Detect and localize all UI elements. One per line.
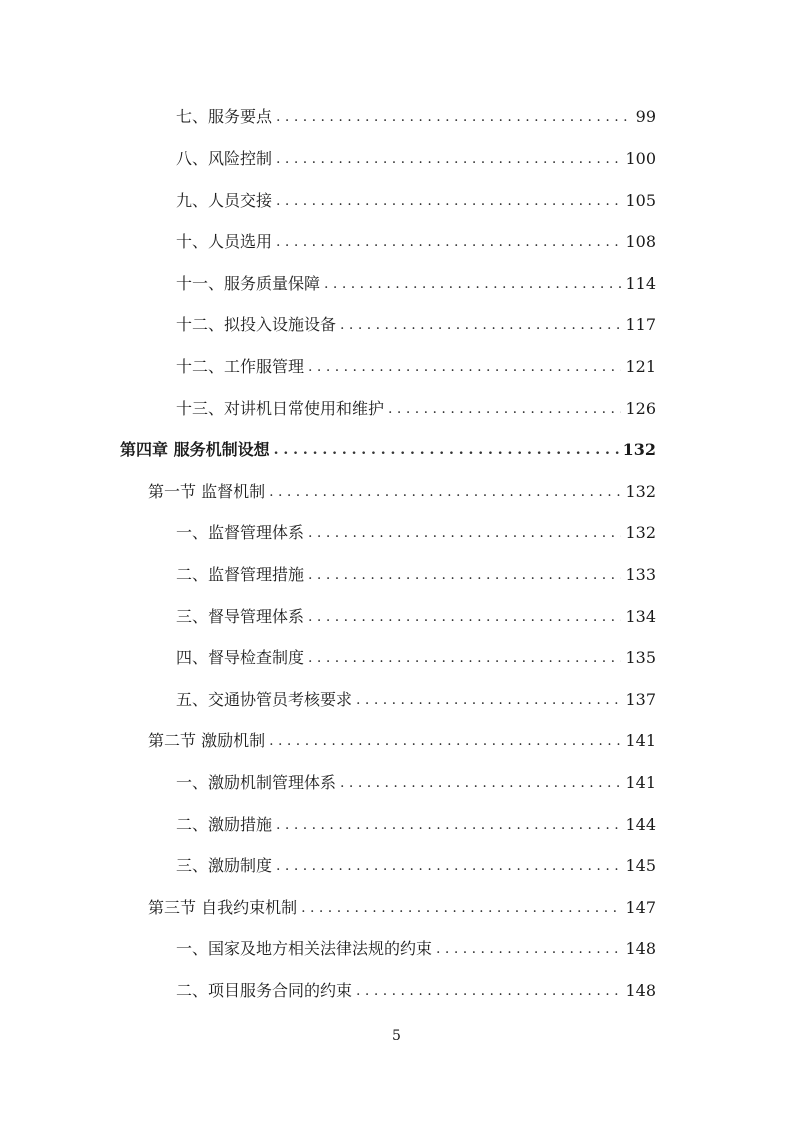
toc-dot-leader (276, 854, 621, 878)
toc-dot-leader (388, 397, 621, 421)
toc-entry[interactable] (176, 189, 656, 213)
toc-entry-title: 八、风险控制 (176, 149, 273, 168)
toc-dot-leader (269, 480, 621, 504)
toc-entry[interactable] (176, 230, 656, 254)
toc-dot-leader (276, 813, 621, 837)
toc-entry[interactable] (176, 272, 656, 296)
toc-entry-title: 一、国家及地方相关法律法规的约束 (176, 939, 433, 958)
toc-entry-title: 四、督导检查制度 (176, 648, 305, 667)
toc-entry-title: 十、人员选用 (176, 232, 273, 251)
toc-entry-title: 十二、工作服管理 (176, 357, 305, 376)
toc-chapter-entry[interactable] (120, 438, 656, 462)
toc-entry[interactable] (176, 813, 656, 837)
toc-dot-leader (324, 272, 621, 296)
toc-entry-page: 132 (625, 523, 656, 542)
toc-entry-page: 108 (625, 232, 656, 251)
toc-entry-title: 十二、拟投入设施设备 (176, 315, 337, 334)
toc-entry[interactable] (176, 147, 656, 171)
toc-entry-title: 十一、服务质量保障 (176, 274, 321, 293)
toc-entry-title: 第二节 激励机制 (148, 731, 266, 750)
toc-entry-title: 二、项目服务合同的约束 (176, 981, 353, 1000)
toc-entry-page: 132 (625, 482, 656, 501)
toc-entry[interactable] (176, 521, 656, 545)
toc-entry[interactable] (176, 355, 656, 379)
toc-section-entry[interactable] (148, 480, 656, 504)
toc-entry[interactable] (176, 397, 656, 421)
toc-entry-title: 一、监督管理体系 (176, 523, 305, 542)
toc-section-entry[interactable] (148, 729, 656, 753)
toc-entry-page: 100 (625, 149, 656, 168)
toc-entry-title: 第一节 监督机制 (148, 482, 266, 501)
toc-entry-page: 134 (625, 607, 656, 626)
toc-entry-page: 147 (625, 898, 656, 917)
toc-entry-page: 141 (625, 773, 656, 792)
toc-entry-page: 145 (625, 856, 656, 875)
toc-entry[interactable] (176, 646, 656, 670)
toc-dot-leader (301, 896, 621, 920)
toc-entry-page: 137 (625, 690, 656, 709)
toc-entry[interactable] (176, 313, 656, 337)
toc-entry[interactable] (176, 771, 656, 795)
toc-entry[interactable] (176, 605, 656, 629)
toc-entry[interactable] (176, 563, 656, 587)
toc-dot-leader (269, 729, 621, 753)
toc-entry-page: 117 (625, 315, 656, 334)
toc-entry[interactable] (176, 979, 656, 1003)
page-number: 5 (392, 1028, 401, 1044)
toc-entry-title: 十三、对讲机日常使用和维护 (176, 399, 385, 418)
toc-entry-title: 二、监督管理措施 (176, 565, 305, 584)
toc-dot-leader (356, 688, 621, 712)
toc-dot-leader (340, 313, 621, 337)
toc-entry-page: 126 (625, 399, 656, 418)
toc-entry[interactable] (176, 688, 656, 712)
toc-entry-page: 99 (635, 107, 656, 126)
toc-entry-page: 141 (625, 731, 656, 750)
toc-section-entry[interactable] (148, 896, 656, 920)
toc-entry-page: 144 (625, 815, 656, 834)
toc-dot-leader (308, 563, 621, 587)
toc-entry-page: 148 (625, 981, 656, 1000)
toc-entry-title: 一、激励机制管理体系 (176, 773, 337, 792)
toc-entry-title: 三、激励制度 (176, 856, 273, 875)
toc-dot-leader (308, 521, 621, 545)
toc-dot-leader (276, 230, 621, 254)
toc-entry-page: 114 (625, 274, 656, 293)
toc-entry-page: 133 (625, 565, 656, 584)
toc-dot-leader (276, 189, 621, 213)
toc-dot-leader (308, 355, 621, 379)
toc-dot-leader (274, 438, 619, 462)
toc-dot-leader (308, 646, 621, 670)
toc-entry-page: 148 (625, 939, 656, 958)
toc-dot-leader (276, 147, 621, 171)
toc-entry-page: 132 (622, 440, 656, 459)
toc-dot-leader (436, 937, 621, 961)
toc-dot-leader (356, 979, 621, 1003)
toc-entry-title: 七、服务要点 (176, 107, 273, 126)
toc-entry-title: 二、激励措施 (176, 815, 273, 834)
toc-entry-title: 三、督导管理体系 (176, 607, 305, 626)
toc-entry-title: 第四章 服务机制设想 (120, 440, 270, 459)
toc-dot-leader (308, 605, 621, 629)
toc-dot-leader (340, 771, 621, 795)
toc-entry-title: 第三节 自我约束机制 (148, 898, 298, 917)
toc-entry[interactable] (176, 854, 656, 878)
toc-entry-page: 121 (625, 357, 656, 376)
toc-entry-page: 135 (625, 648, 656, 667)
toc-entry[interactable] (176, 105, 656, 129)
toc-entry-title: 九、人员交接 (176, 191, 273, 210)
toc-entry-page: 105 (625, 191, 656, 210)
toc-entry-title: 五、交通协管员考核要求 (176, 690, 353, 709)
toc-entry[interactable] (176, 937, 656, 961)
toc-dot-leader (276, 105, 632, 129)
